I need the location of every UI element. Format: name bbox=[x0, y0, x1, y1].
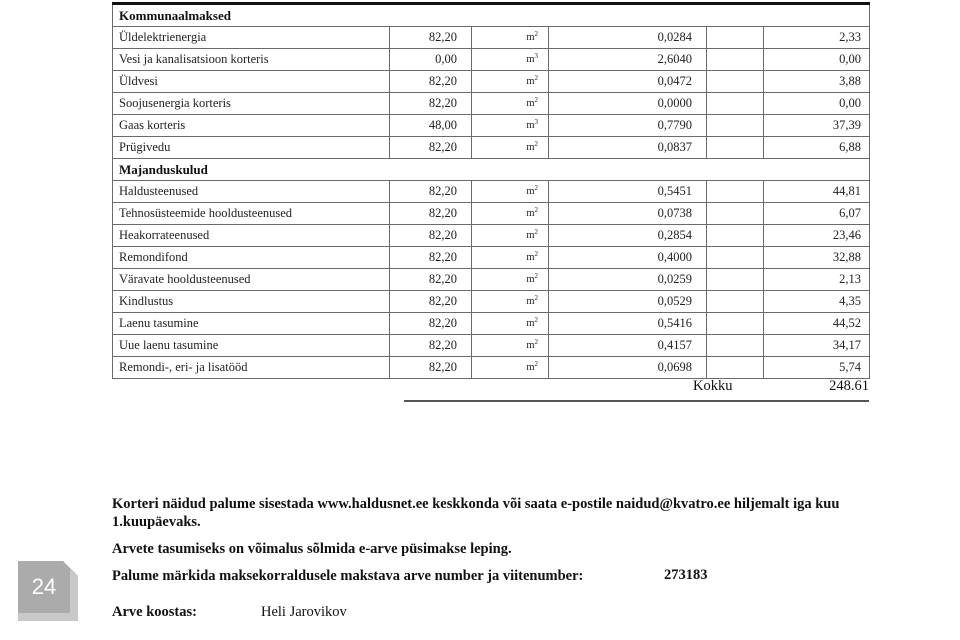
unit-exponent: 2 bbox=[534, 96, 538, 104]
item-blank bbox=[707, 225, 764, 247]
item-unit bbox=[472, 115, 549, 137]
unit-exponent: 2 bbox=[534, 250, 538, 258]
item-sum: 32,88 bbox=[764, 247, 870, 269]
item-rate: 2,6040 bbox=[549, 49, 707, 71]
item-blank bbox=[707, 27, 764, 49]
item-unit bbox=[472, 71, 549, 93]
item-unit bbox=[472, 247, 549, 269]
item-quantity: 48,00 bbox=[390, 115, 472, 137]
unit-base: m bbox=[526, 208, 535, 219]
e-invoice-note: Arvete tasumiseks on võimalus sõlmida e-arve püsimakse leping. bbox=[112, 541, 512, 557]
item-quantity: 82,20 bbox=[390, 357, 472, 379]
table-row bbox=[113, 93, 870, 115]
item-sum: 6,07 bbox=[764, 203, 870, 225]
item-unit bbox=[472, 93, 549, 115]
table-row bbox=[113, 357, 870, 379]
item-name: Väravate hooldusteenused bbox=[113, 269, 390, 291]
unit-exponent: 2 bbox=[534, 338, 538, 346]
item-quantity: 82,20 bbox=[390, 225, 472, 247]
item-name: Gaas korteris bbox=[113, 115, 390, 137]
item-rate: 0,4157 bbox=[549, 335, 707, 357]
section-title: Kommunaalmaksed bbox=[113, 4, 870, 27]
unit-exponent: 2 bbox=[534, 294, 538, 302]
item-sum: 44,52 bbox=[764, 313, 870, 335]
item-blank bbox=[707, 269, 764, 291]
item-unit bbox=[472, 313, 549, 335]
item-unit bbox=[472, 137, 549, 159]
page-number: 24 bbox=[31, 574, 57, 599]
unit-base: m bbox=[526, 340, 535, 351]
item-quantity: 82,20 bbox=[390, 71, 472, 93]
item-quantity: 0,00 bbox=[390, 49, 472, 71]
section-header-row bbox=[113, 159, 870, 181]
item-unit bbox=[472, 27, 549, 49]
item-name: Remondifond bbox=[113, 247, 390, 269]
item-blank bbox=[707, 357, 764, 379]
table-row bbox=[113, 291, 870, 313]
item-rate: 0,0284 bbox=[549, 27, 707, 49]
item-unit bbox=[472, 49, 549, 71]
item-blank bbox=[707, 71, 764, 93]
item-blank bbox=[707, 291, 764, 313]
item-sum: 3,88 bbox=[764, 71, 870, 93]
invoice-table bbox=[112, 2, 870, 379]
item-quantity: 82,20 bbox=[390, 247, 472, 269]
unit-base: m bbox=[526, 120, 535, 131]
item-name: Laenu tasumine bbox=[113, 313, 390, 335]
item-rate: 0,2854 bbox=[549, 225, 707, 247]
item-quantity: 82,20 bbox=[390, 203, 472, 225]
item-blank bbox=[707, 137, 764, 159]
item-unit bbox=[472, 269, 549, 291]
item-rate: 0,0738 bbox=[549, 203, 707, 225]
item-sum: 6,88 bbox=[764, 137, 870, 159]
unit-exponent: 2 bbox=[534, 140, 538, 148]
item-unit bbox=[472, 335, 549, 357]
table-row bbox=[113, 225, 870, 247]
item-sum: 4,35 bbox=[764, 291, 870, 313]
unit-exponent: 2 bbox=[534, 30, 538, 38]
item-blank bbox=[707, 49, 764, 71]
section-title: Majanduskulud bbox=[113, 159, 870, 181]
unit-base: m bbox=[526, 32, 535, 43]
total-value: 248.61 bbox=[829, 378, 869, 394]
item-rate: 0,0259 bbox=[549, 269, 707, 291]
item-rate: 0,5416 bbox=[549, 313, 707, 335]
table-row bbox=[113, 181, 870, 203]
item-blank bbox=[707, 313, 764, 335]
item-blank bbox=[707, 335, 764, 357]
item-blank bbox=[707, 115, 764, 137]
item-quantity: 82,20 bbox=[390, 93, 472, 115]
item-blank bbox=[707, 181, 764, 203]
unit-base: m bbox=[526, 76, 535, 87]
item-blank bbox=[707, 203, 764, 225]
unit-exponent: 2 bbox=[534, 184, 538, 192]
item-rate: 0,0698 bbox=[549, 357, 707, 379]
item-unit bbox=[472, 181, 549, 203]
item-unit bbox=[472, 203, 549, 225]
item-name: Prügivedu bbox=[113, 137, 390, 159]
item-quantity: 82,20 bbox=[390, 181, 472, 203]
item-sum: 23,46 bbox=[764, 225, 870, 247]
item-unit bbox=[472, 291, 549, 313]
unit-base: m bbox=[526, 362, 535, 373]
table-row bbox=[113, 115, 870, 137]
total-row bbox=[404, 378, 869, 402]
item-blank bbox=[707, 93, 764, 115]
item-quantity: 82,20 bbox=[390, 269, 472, 291]
item-quantity: 82,20 bbox=[390, 313, 472, 335]
item-rate: 0,7790 bbox=[549, 115, 707, 137]
item-sum: 34,17 bbox=[764, 335, 870, 357]
item-rate: 0,0000 bbox=[549, 93, 707, 115]
item-name: Remondi-, eri- ja lisatööd bbox=[113, 357, 390, 379]
item-name: Uue laenu tasumine bbox=[113, 335, 390, 357]
total-label: Kokku bbox=[693, 378, 733, 394]
reference-number: 273183 bbox=[664, 567, 708, 583]
meter-readings-note: Korteri näidud palume sisestada www.haldusnet.ee keskkonda või saata e-postile naidud@kvatro.ee hiljemalt iga kuu 1.kuupäevaks. bbox=[112, 496, 840, 530]
unit-base: m bbox=[526, 318, 535, 329]
unit-exponent: 2 bbox=[534, 316, 538, 324]
item-name: Tehnosüsteemide hooldusteenused bbox=[113, 203, 390, 225]
table-row bbox=[113, 27, 870, 49]
item-rate: 0,0472 bbox=[549, 71, 707, 93]
prepared-by-label: Arve koostas: bbox=[112, 604, 197, 620]
item-quantity: 82,20 bbox=[390, 291, 472, 313]
item-sum: 44,81 bbox=[764, 181, 870, 203]
unit-base: m bbox=[526, 186, 535, 197]
unit-exponent: 3 bbox=[534, 52, 538, 60]
item-sum: 2,33 bbox=[764, 27, 870, 49]
unit-exponent: 2 bbox=[534, 360, 538, 368]
prepared-by-name: Heli Jarovikov bbox=[261, 604, 347, 620]
unit-exponent: 2 bbox=[534, 228, 538, 236]
item-unit bbox=[472, 225, 549, 247]
item-name: Heakorrateenused bbox=[113, 225, 390, 247]
unit-exponent: 2 bbox=[534, 272, 538, 280]
unit-base: m bbox=[526, 230, 535, 241]
item-quantity: 82,20 bbox=[390, 27, 472, 49]
item-blank bbox=[707, 247, 764, 269]
item-name: Haldusteenused bbox=[113, 181, 390, 203]
section-header-row bbox=[113, 4, 870, 27]
item-name: Soojusenergia korteris bbox=[113, 93, 390, 115]
item-unit bbox=[472, 357, 549, 379]
unit-base: m bbox=[526, 296, 535, 307]
item-name: Üldelektrienergia bbox=[113, 27, 390, 49]
item-sum: 0,00 bbox=[764, 49, 870, 71]
unit-base: m bbox=[526, 54, 535, 65]
item-quantity: 82,20 bbox=[390, 335, 472, 357]
table-row bbox=[113, 269, 870, 291]
unit-base: m bbox=[526, 252, 535, 263]
item-name: Kindlustus bbox=[113, 291, 390, 313]
item-name: Vesi ja kanalisatsioon korteris bbox=[113, 49, 390, 71]
unit-exponent: 2 bbox=[534, 206, 538, 214]
reference-note: Palume märkida maksekorraldusele makstava arve number ja viitenumber: bbox=[112, 568, 584, 584]
item-rate: 0,0529 bbox=[549, 291, 707, 313]
table-row bbox=[113, 335, 870, 357]
item-rate: 0,4000 bbox=[549, 247, 707, 269]
unit-base: m bbox=[526, 98, 535, 109]
table-row bbox=[113, 247, 870, 269]
item-sum: 0,00 bbox=[764, 93, 870, 115]
item-sum: 2,13 bbox=[764, 269, 870, 291]
item-sum: 5,74 bbox=[764, 357, 870, 379]
table-row bbox=[113, 137, 870, 159]
item-sum: 37,39 bbox=[764, 115, 870, 137]
page-number-badge bbox=[18, 561, 78, 621]
invoice-table-body bbox=[113, 4, 870, 379]
unit-base: m bbox=[526, 142, 535, 153]
item-rate: 0,0837 bbox=[549, 137, 707, 159]
unit-exponent: 2 bbox=[534, 74, 538, 82]
item-quantity: 82,20 bbox=[390, 137, 472, 159]
item-name: Üldvesi bbox=[113, 71, 390, 93]
unit-base: m bbox=[526, 274, 535, 285]
unit-exponent: 3 bbox=[534, 118, 538, 126]
table-row bbox=[113, 49, 870, 71]
table-row bbox=[113, 203, 870, 225]
item-rate: 0,5451 bbox=[549, 181, 707, 203]
table-row bbox=[113, 71, 870, 93]
table-row bbox=[113, 313, 870, 335]
